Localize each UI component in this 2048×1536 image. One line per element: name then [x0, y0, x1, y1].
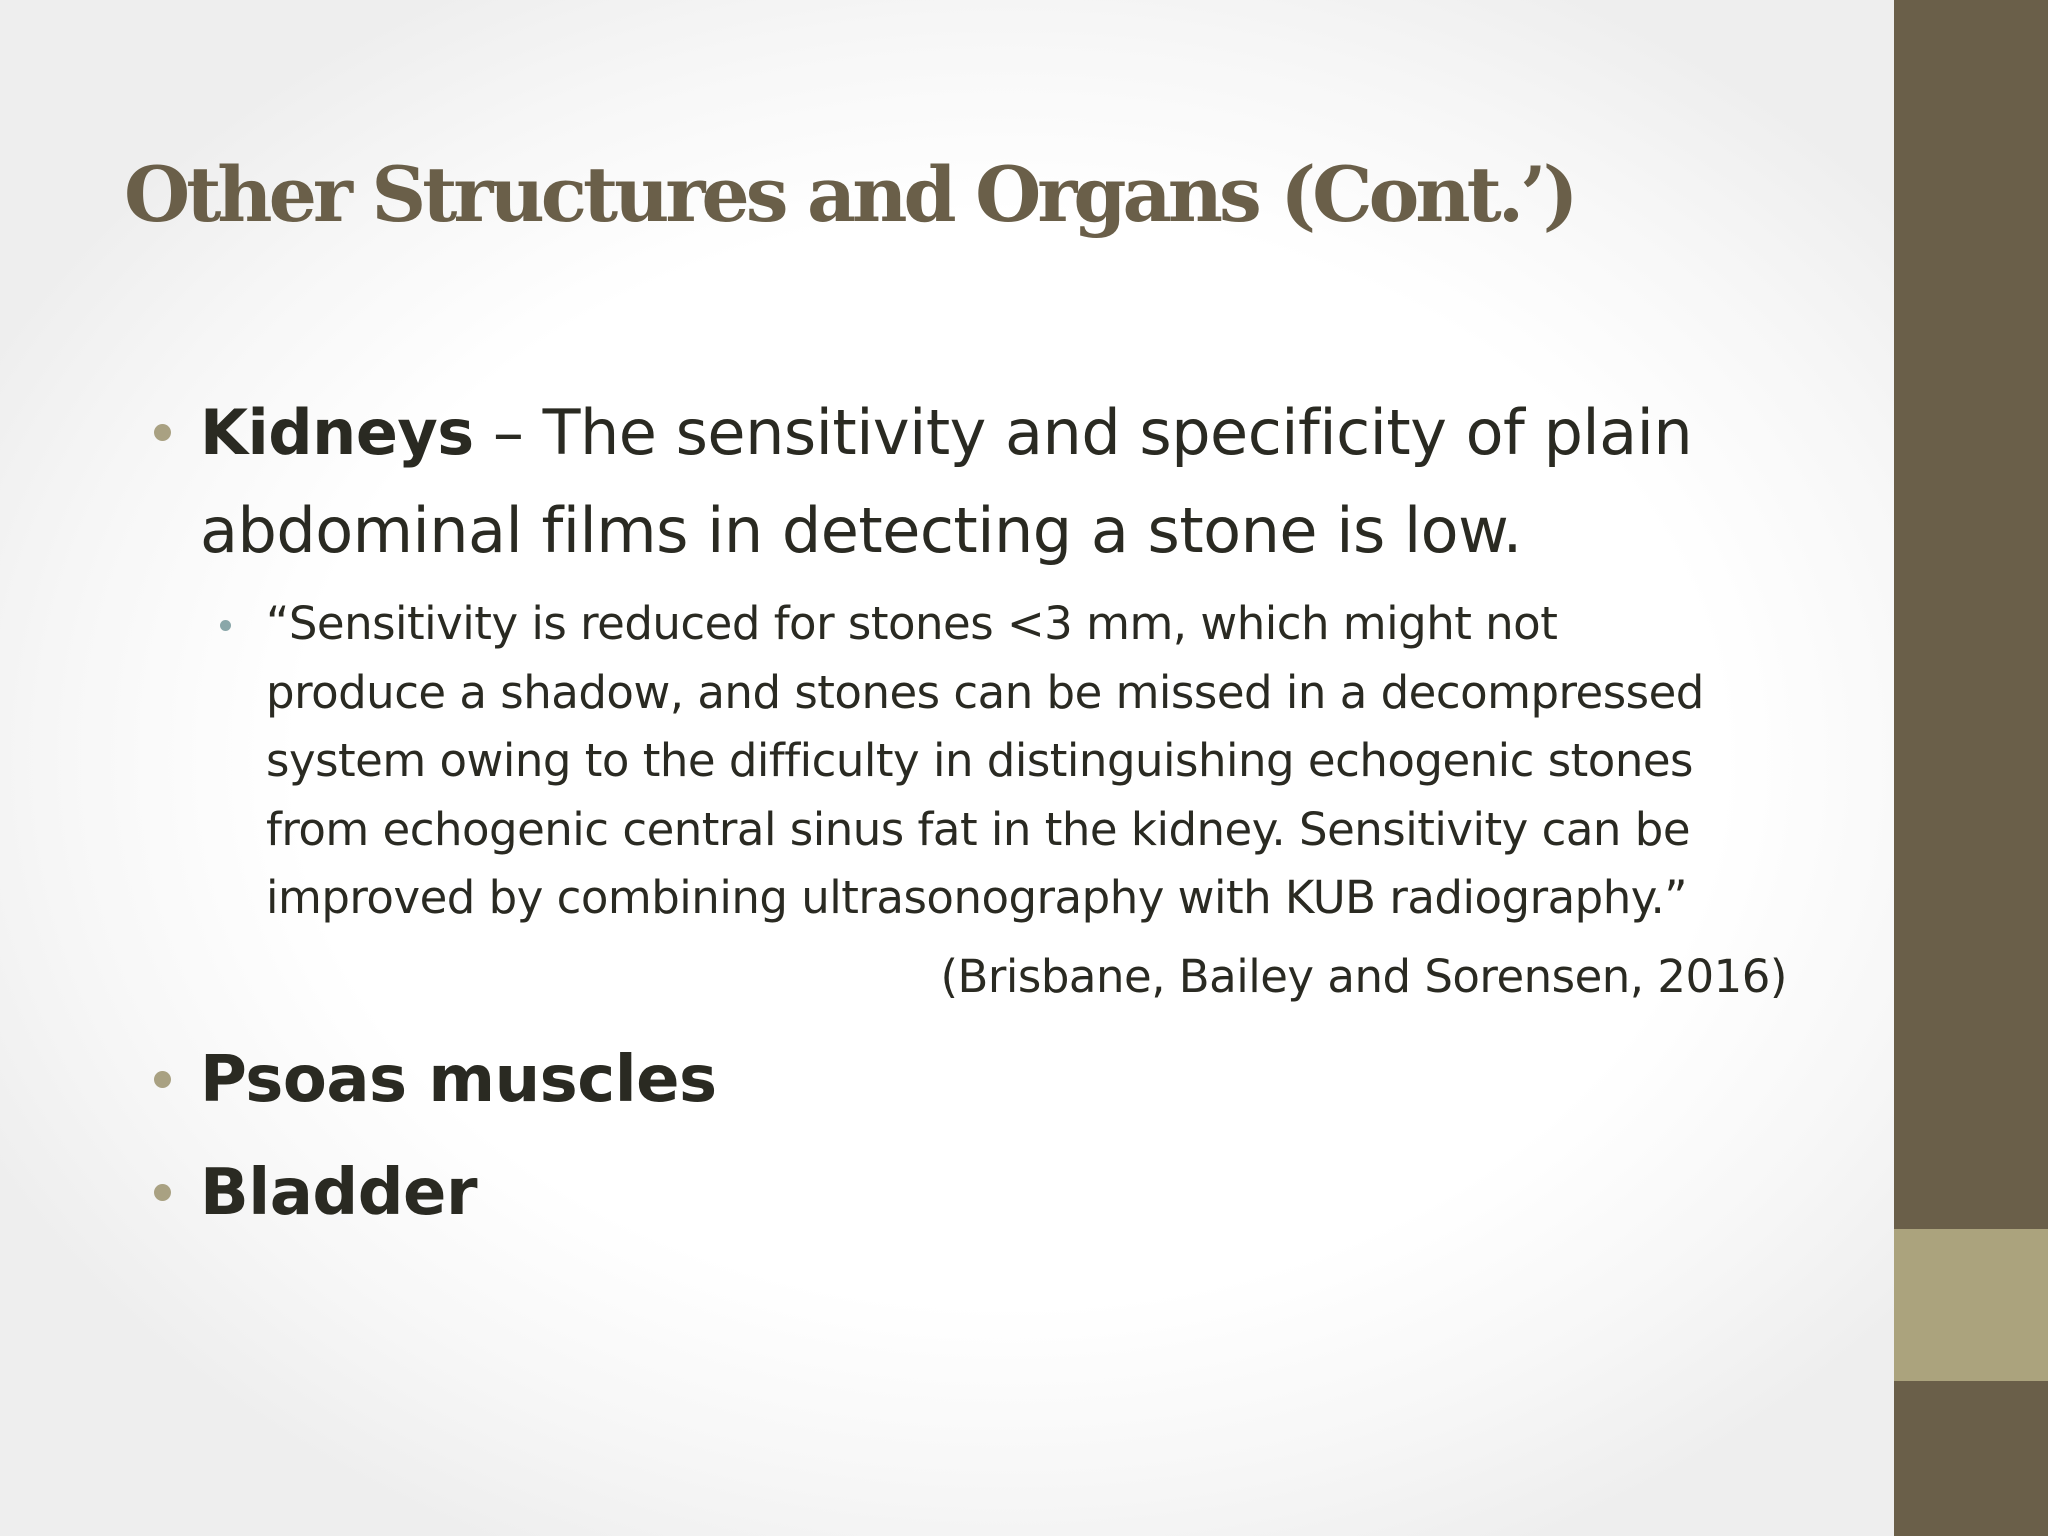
side-accent-block	[1894, 1229, 2048, 1381]
bullet-bladder	[200, 1148, 477, 1238]
quote-line: improved by combining ultrasonography with KUB radiography.”	[266, 871, 1688, 924]
bullet-dot	[154, 424, 171, 441]
bullet-psoas-muscles	[200, 1035, 717, 1125]
bullet-kidneys-text: – The sensitivity and specificity of plain abdominal films in detecting a stone is low.	[200, 396, 1693, 567]
bullet-dot	[154, 1071, 171, 1088]
bullet-bladder-label: Bladder	[200, 1156, 477, 1230]
quote-citation: (Brisbane, Bailey and Sorensen, 2016)	[940, 950, 1787, 1003]
slide-title: Other Structures and Organs (Cont.’)	[124, 150, 1575, 239]
bullet-psoas-label: Psoas muscles	[200, 1043, 717, 1117]
sub-bullet-dot	[220, 620, 231, 631]
quote-line: system owing to the difficulty in distinguishing echogenic stones	[266, 734, 1693, 787]
bullet-kidneys-label: Kidneys	[200, 396, 474, 469]
quote-line: from echogenic central sinus fat in the kidney. Sensitivity can be	[266, 802, 1691, 856]
quote-line: “Sensitivity is reduced for stones <3 mm, which might not	[266, 597, 1558, 650]
bullet-kidneys	[200, 384, 1820, 580]
bullet-dot	[154, 1184, 171, 1201]
quote-line: produce a shadow, and stones can be missed in a decompressed	[266, 665, 1704, 719]
kidneys-quote	[266, 590, 1826, 933]
